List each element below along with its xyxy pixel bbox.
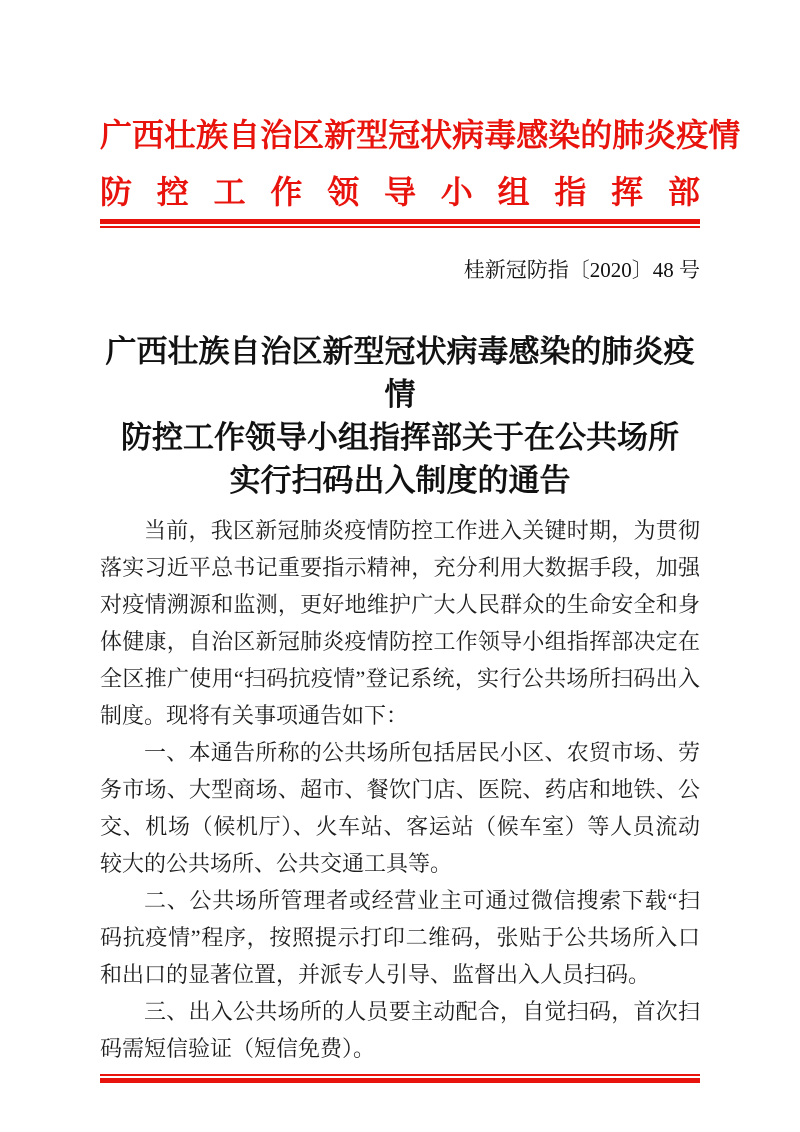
footer-divider: [100, 1074, 700, 1083]
paragraph-intro: 当前，我区新冠肺炎疫情防控工作进入关键时期，为贯彻落实习近平总书记重要指示精神，充分利用大数据手段，加强对疫情溯源和监测，更好地维护广大人民群众的生命安全和身体健康，自治区新冠肺炎疫情防控工作领导小组指挥部决定在全区推广使用“扫码抗疫情”登记系统，实行公共场所扫码出入制度。现将有关事项通告如下：: [100, 518, 700, 728]
notice-body: [100, 512, 700, 1067]
notice-title: [100, 330, 700, 502]
document-content: [100, 0, 741, 1083]
doc-number: 桂新冠防指〔2020〕48 号: [463, 258, 700, 282]
notice-title-line-1: 广西壮族自治区新型冠状病毒感染的肺炎疫情: [105, 334, 695, 412]
letterhead: [100, 0, 741, 228]
paragraph-item-2: 二、公共场所管理者或经营业主可通过微信搜索下载“扫码抗疫情”程序，按照提示打印二维码，张贴于公共场所入口和出口的显著位置，并派专人引导、监督出入人员扫码。: [100, 888, 700, 987]
letterhead-line-2: 防 控 工 作 领 导 小 组 指 挥 部: [100, 173, 700, 210]
paragraph-item-1: 一、本通告所称的公共场所包括居民小区、农贸市场、劳务市场、大型商场、超市、餐饮门店、医院、药店和地铁、公交、机场（候机厅）、火车站、客运站（候车室）等人员流动较大的公共场所、公共交通工具等。: [100, 740, 700, 876]
header-divider: [100, 219, 700, 228]
notice-title-line-3: 实行扫码出入制度的通告: [229, 463, 571, 498]
notice-title-line-2: 防控工作领导小组指挥部关于在公共场所: [121, 420, 679, 455]
letterhead-line-1: 广 西 壮 族 自 治 区 新 型 冠 状 病 毒 感 染 的 肺 炎 疫 情: [100, 116, 741, 153]
paragraph-item-3: 三、出入公共场所的人员要主动配合，自觉扫码，首次扫码需短信验证（短信免费）。: [100, 999, 700, 1061]
